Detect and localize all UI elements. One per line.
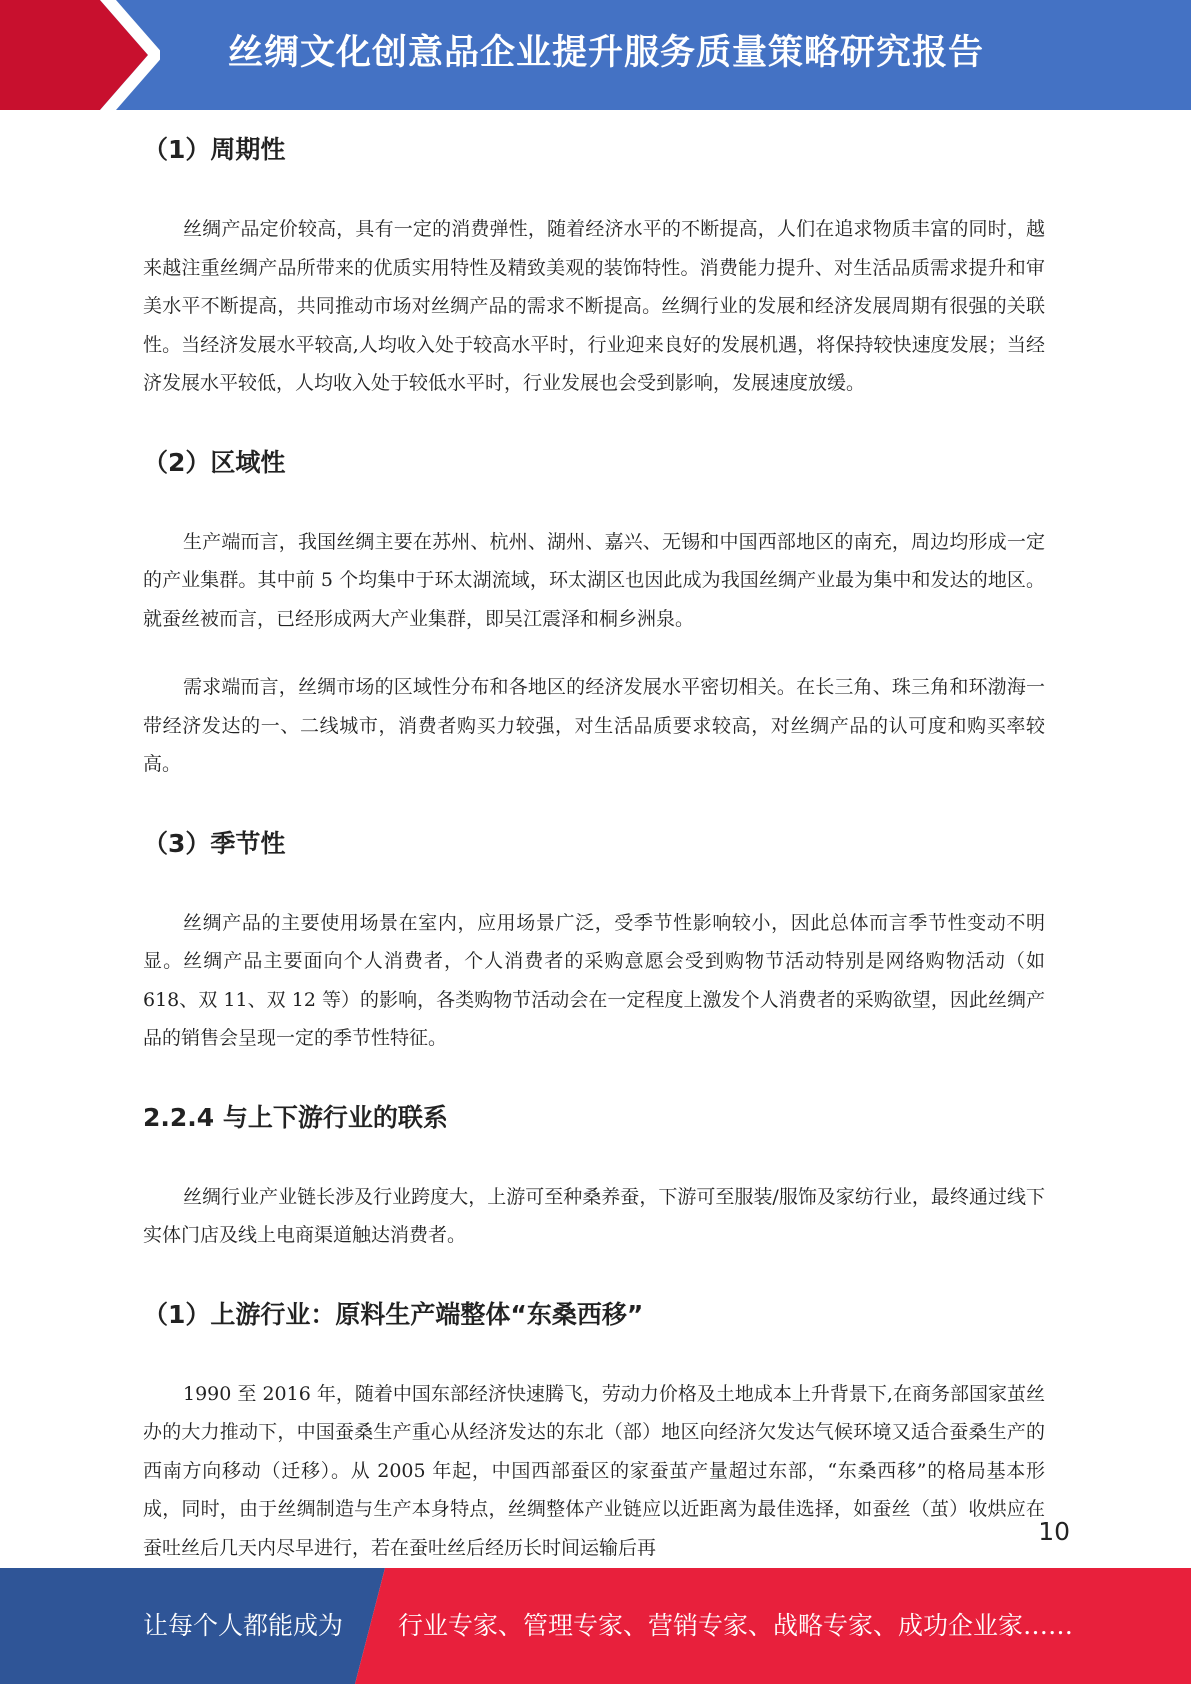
footer-slogan-right: 行业专家、管理专家、营销专家、战略专家、成功企业家……: [398, 1611, 1074, 1640]
paragraph-production-side: 生产端而言，我国丝绸主要在苏州、杭州、湖州、嘉兴、无锡和中国西部地区的南充，周边均形成一定的产业集群。其中前 5 个均集中于环太湖流域，环太湖区也因此成为我国丝绸产业最为集中和发达的地区。就蚕丝被而言，已经形成两大产业集群，即吴江震泽和桐乡洲泉。: [143, 530, 1045, 630]
page-number: 10: [1038, 1517, 1070, 1546]
main-content: [143, 126, 1045, 1567]
subheading-upstream: （1）上游行业：原料生产端整体“东桑西移”: [143, 1299, 644, 1329]
header-arrow-decoration: [0, 0, 160, 110]
paragraph-upstream: 1990 至 2016 年，随着中国东部经济快速腾飞，劳动力价格及土地成本上升背景下,在商务部国家茧丝办的大力推动下，中国蚕桑生产重心从经济发达的东北（部）地区向经济欠发达气候环境又适合蚕桑生产的西南方向移动（迁移）。从 2005 年起，中国西部蚕区的家蚕茧产量超过东部，“东桑西移”的格局基本形成，同时，由于丝绸制造与生产本身特点，丝绸整体产业链应以近距离为最佳选择，如蚕丝（茧）收烘应在蚕吐丝后几天内尽早进行，若在蚕吐丝后经历长时间运输后再: [143, 1382, 1045, 1559]
paragraph-demand-side: 需求端而言，丝绸市场的区域性分布和各地区的经济发展水平密切相关。在长三角、珠三角和环渤海一带经济发达的一、二线城市，消费者购买力较强，对生活品质要求较高，对丝绸产品的认可度和购买率较高。: [143, 676, 1045, 775]
section-heading-2-2-4: 2.2.4 与上下游行业的联系: [143, 1102, 448, 1132]
subheading-regionality: （2）区域性: [143, 447, 286, 477]
paragraph-cyclicality: 丝绸产品定价较高，具有一定的消费弹性，随着经济水平的不断提高，人们在追求物质丰富的同时，越来越注重丝绸产品所带来的优质实用特性及精致美观的装饰特性。消费能力提升、对生活品质需求提升和审美水平不断提高，共同推动市场对丝绸产品的需求不断提高。丝绸行业的发展和经济发展周期有很强的关联性。当经济发展水平较高,人均收入处于较高水平时，行业迎来良好的发展机遇，将保持较快速度发展；当经济发展水平较低，人均收入处于较低水平时，行业发展也会受到影响，发展速度放缓。: [143, 218, 1045, 394]
footer-slogan-left: 让每个人都能成为: [143, 1611, 344, 1640]
paragraph-seasonality: 丝绸产品的主要使用场景在室内，应用场景广泛，受季节性影响较小，因此总体而言季节性变动不明显。丝绸产品主要面向个人消费者，个人消费者的采购意愿会受到购物节活动特别是网络购物活动（如 618、双 11、双 12 等）的影响，各类购物节活动会在一定程度上激发个人消费者的采购欲望，因此丝绸产品的销售会呈现一定的季节性特征。: [143, 911, 1045, 1049]
paragraph-industry-chain: 丝绸行业产业链长涉及行业跨度大，上游可至种桑养蚕，下游可至服装/服饰及家纺行业，最终通过线下实体门店及线上电商渠道触达消费者。: [143, 1185, 1045, 1246]
subheading-seasonality: （3）季节性: [143, 828, 286, 858]
subheading-cyclicality: （1）周期性: [143, 135, 286, 164]
report-title: 丝绸文化创意品企业提升服务质量策略研究报告: [228, 33, 985, 73]
header-banner: [0, 0, 1191, 110]
footer-banner: [0, 1568, 1191, 1684]
